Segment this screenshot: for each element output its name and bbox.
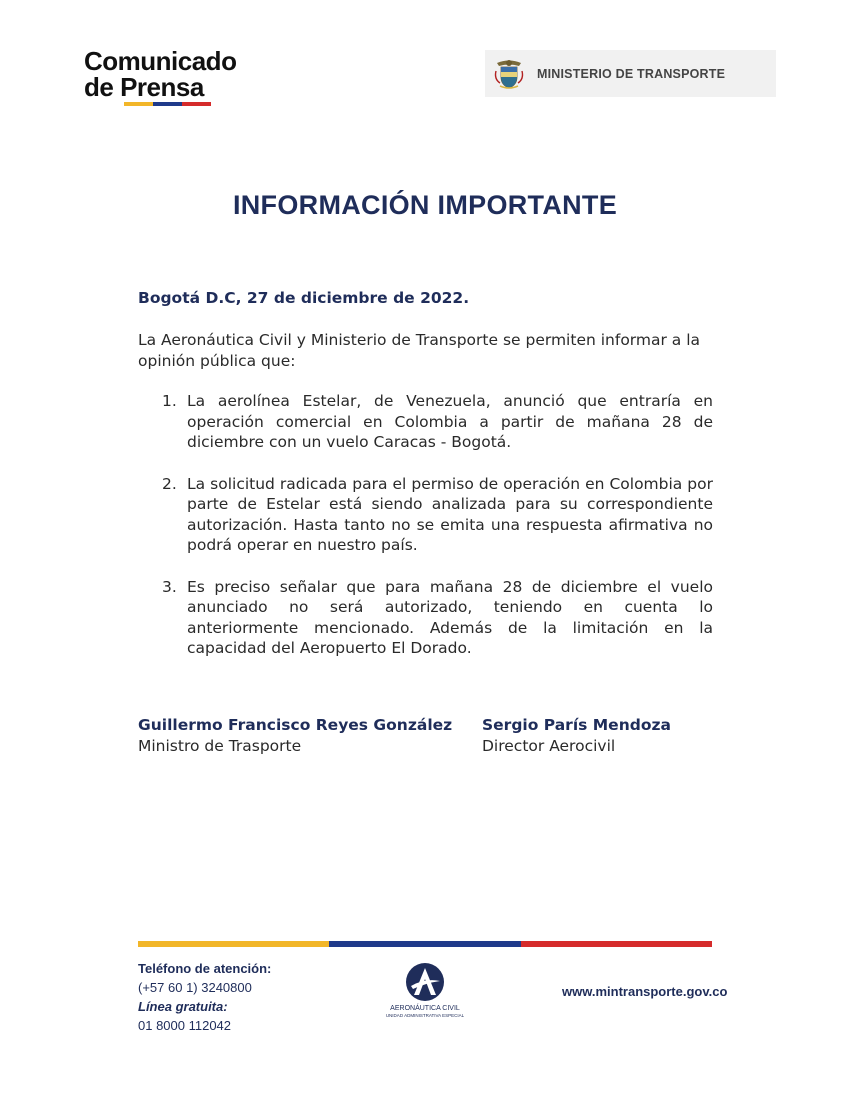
list-item-text: Es preciso señalar que para mañana 28 de diciembre el vuelo anunciado no será autorizado, teniendo en cuenta lo anteriormente mencionado. Además de la limitación en la capacidad del Aeropuerto El Dorado. [187, 577, 713, 657]
ministry-name: MINISTERIO DE TRANSPORTE [537, 66, 726, 81]
date-line: Bogotá D.C, 27 de diciembre de 2022. [138, 289, 470, 307]
contact-info [138, 959, 271, 1035]
signer-role: Ministro de Trasporte [138, 737, 302, 755]
footer-flag-bar [138, 941, 712, 947]
flag-stripe-yellow [124, 102, 153, 106]
list-item-number: 1. [162, 392, 177, 410]
list-item-text: La solicitud radicada para el permiso de operación en Colombia por parte de Estelar está siendo analizada para su correspondiente autorización. Hasta tanto no se emita una respuesta afirmativa no podrá operar en nuestro país. [187, 474, 713, 554]
website-link[interactable]: www.mintransporte.gov.co [562, 984, 728, 999]
toll-free-label: Línea gratuita: [138, 999, 228, 1014]
page-title: INFORMACIÓN IMPORTANTE [232, 190, 618, 220]
intro-paragraph: La Aeronáutica Civil y Ministerio de Transporte se permiten informar a la opinión pública que: [138, 331, 701, 370]
list-item-number: 2. [162, 474, 177, 493]
list-item [138, 577, 713, 659]
list-item-text: La aerolínea Estelar, de Venezuela, anunció que entraría en operación comercial en Colombia a partir de mañana 28 de diciembre con un vuelo Caracas - Bogotá. [187, 392, 713, 451]
signer-role: Director Aerocivil [482, 737, 616, 755]
aerocivil-logo [383, 962, 467, 1019]
brand-line-2: de Prensa [84, 72, 204, 102]
signature-director [482, 715, 671, 757]
phone-label: Teléfono de atención: [138, 961, 272, 976]
aerocivil-subtitle: UNIDAD ADMINISTRATIVA ESPECIAL [385, 1013, 465, 1018]
flag-stripe-red [521, 941, 712, 947]
toll-free-number: 01 8000 112042 [138, 1018, 232, 1033]
ministry-header [485, 50, 776, 97]
announcement-list [138, 391, 713, 680]
flag-stripe-yellow [138, 941, 329, 947]
signer-name: Sergio París Mendoza [482, 716, 671, 734]
signer-name: Guillermo Francisco Reyes González [138, 716, 453, 734]
flag-stripe-blue [329, 941, 520, 947]
coat-of-arms-icon [492, 57, 526, 91]
press-release-brand [84, 48, 236, 100]
aerocivil-name: AERONÁUTICA CIVIL [390, 1005, 460, 1012]
flag-stripe-red [182, 102, 211, 106]
signature-minister [138, 715, 452, 757]
list-item [138, 474, 713, 556]
phone-number: (+57 60 1) 3240800 [138, 980, 252, 995]
brand-line-1: Comunicado [84, 46, 237, 76]
brand-flag-underline [124, 102, 211, 106]
list-item-number: 3. [162, 577, 177, 596]
flag-stripe-blue [153, 102, 182, 106]
aerocivil-logo-icon [405, 962, 445, 1002]
list-item [138, 391, 713, 453]
